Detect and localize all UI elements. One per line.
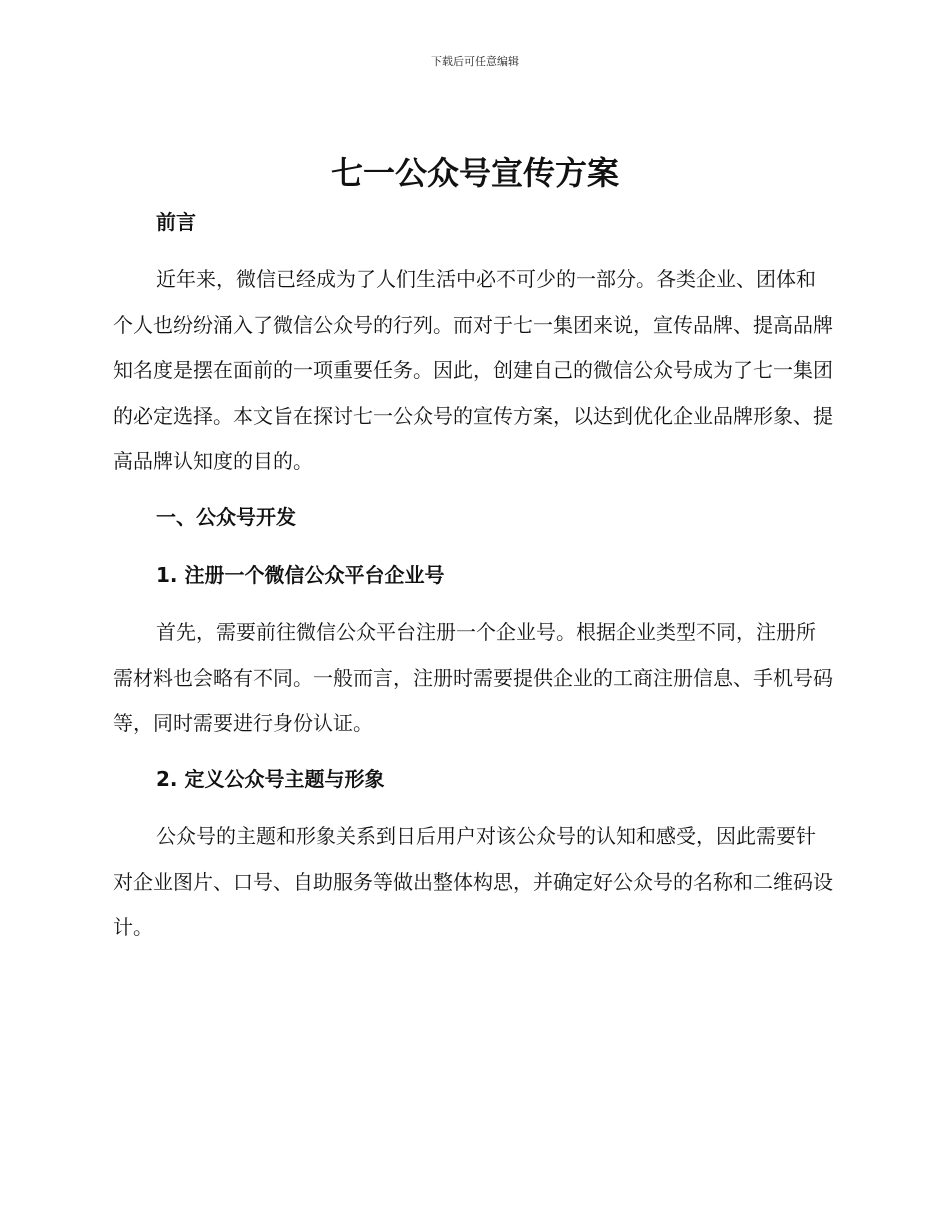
- section-heading-development: 一、公众号开发: [156, 505, 296, 529]
- preface-paragraph: 近年来，微信已经成为了人们生活中必不可少的一部分。各类企业、团体和个人也纷纷涌入了微信公众号的行列。而对于七一集团来说，宣传品牌、提高品牌知名度是摆在面前的一项重要任务。因此，创建自己的微信公众号成为了七一集团的必定选择。本文旨在探讨七一公众号的宣传方案，以达到优化企业品牌形象、提高品牌认知度的目的。: [113, 267, 833, 473]
- step-heading-register: 1. 注册一个微信公众平台企业号: [156, 563, 445, 587]
- step-paragraph-register: 首先，需要前往微信公众平台注册一个企业号。根据企业类型不同，注册所需材料也会略有不同。一般而言，注册时需要提供企业的工商注册信息、手机号码等，同时需要进行身份认证。: [113, 620, 833, 735]
- preface-heading: 前言: [156, 210, 196, 234]
- document-title: 七一公众号宣传方案: [330, 154, 619, 192]
- step-heading-theme: 2. 定义公众号主题与形象: [156, 767, 385, 791]
- header-note: 下载后可任意编辑: [431, 55, 519, 68]
- step-paragraph-theme: 公众号的主题和形象关系到日后用户对该公众号的认知和感受，因此需要针对企业图片、口号、自助服务等做出整体构思，并确定好公众号的名称和二维码设计。: [113, 824, 833, 939]
